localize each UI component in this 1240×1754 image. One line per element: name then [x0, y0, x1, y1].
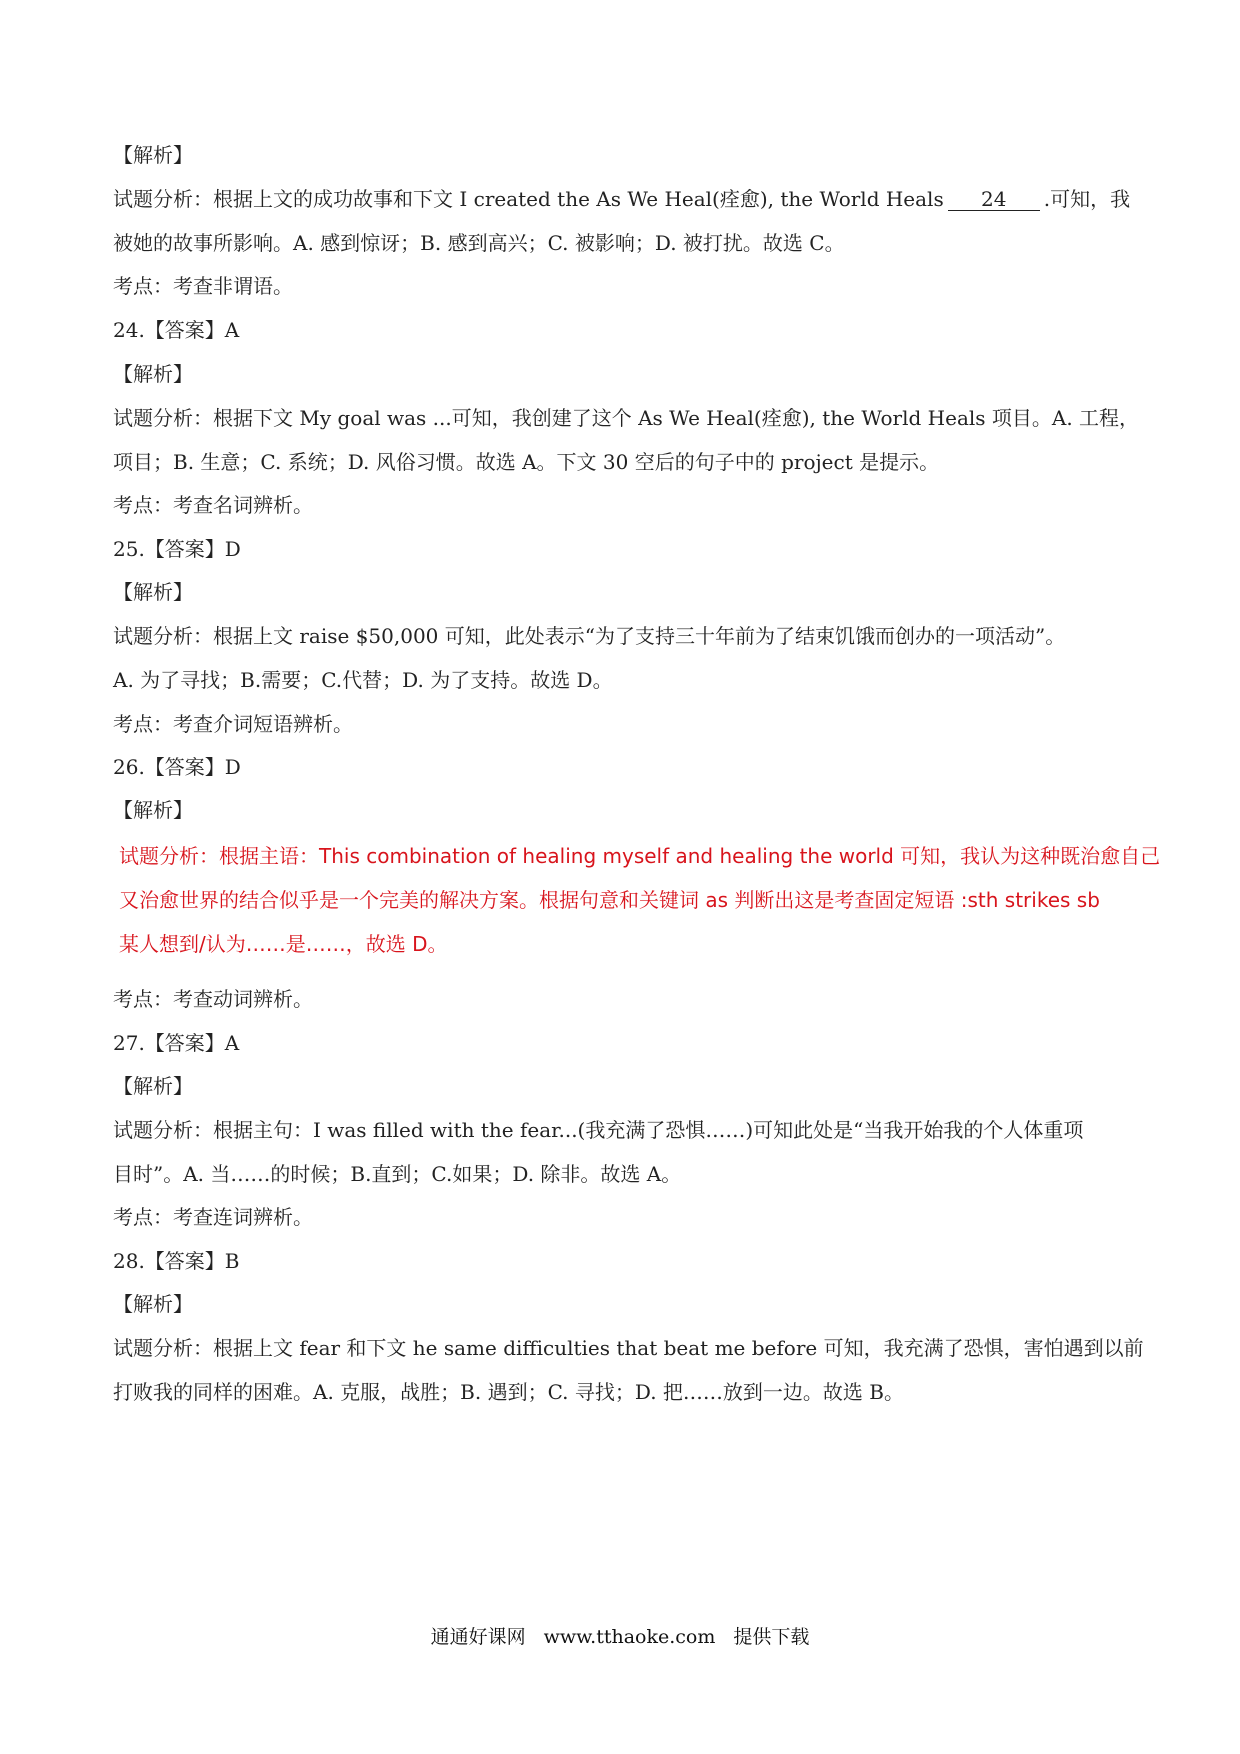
fill-in-blank: 24 [948, 188, 1040, 211]
footer-url[interactable]: www.tthaoke.com [543, 1626, 716, 1648]
text-line: 试题分析：根据上文 raise $50,000 可知，此处表示“为了支持三十年前为了结束饥饿而创办的一项活动”。 [113, 624, 1066, 648]
highlighted-analysis-line: 某人想到/认为……是……，故选 D。 [119, 932, 448, 956]
highlighted-analysis-line: 试题分析：根据主语：This combination of healing myself and healing the world 可知，我认为这种既治愈自己 [119, 844, 1161, 868]
text-line: 考点：考查动词辨析。 [113, 987, 313, 1011]
text-line-with-blank [113, 185, 1133, 213]
highlighted-analysis-line: 又治愈世界的结合似乎是一个完美的解决方案。根据句意和关键词 as 判断出这是考查固定短语 :sth strikes sb [119, 888, 1100, 912]
section-label: 【解析】 [113, 362, 193, 386]
text-line: 考点：考查非谓语。 [113, 274, 293, 298]
answer-heading: 25.【答案】D [113, 537, 241, 561]
page-footer [0, 1624, 1240, 1650]
text-line: 项目；B. 生意；C. 系统；D. 风俗习惯。故选 A。下文 30 空后的句子中的 project 是提示。 [113, 450, 940, 474]
section-label: 【解析】 [113, 580, 193, 604]
text-line: 被她的故事所影响。A. 感到惊讶；B. 感到高兴；C. 被影响；D. 被打扰。故选 C。 [113, 231, 845, 255]
line-text-before-blank: 试题分析：根据上文的成功故事和下文 I created the As We Heal(痊愈), the World Heals [113, 187, 944, 211]
section-label: 【解析】 [113, 143, 193, 167]
text-line: 目时”。A. 当……的时候；B.直到；C.如果；D. 除非。故选 A。 [113, 1162, 682, 1186]
answer-heading: 24.【答案】A [113, 318, 240, 342]
text-line: 考点：考查介词短语辨析。 [113, 712, 353, 736]
text-line: 试题分析：根据下文 My goal was ...可知，我创建了这个 As We Heal(痊愈), the World Heals 项目。A. 工程， [113, 406, 1140, 430]
text-line: A. 为了寻找；B.需要；C.代替；D. 为了支持。故选 D。 [113, 668, 613, 692]
line-text-after-blank: .可知，我 [1043, 187, 1131, 211]
section-label: 【解析】 [113, 1074, 193, 1098]
text-line: 考点：考查名词辨析。 [113, 493, 313, 517]
section-label: 【解析】 [113, 798, 193, 822]
answer-heading: 27.【答案】A [113, 1031, 240, 1055]
footer-suffix: 提供下载 [733, 1626, 810, 1648]
text-line: 考点：考查连词辨析。 [113, 1205, 313, 1229]
text-line: 试题分析：根据上文 fear 和下文 he same difficulties that beat me before 可知，我充满了恐惧，害怕遇到以前 [113, 1336, 1144, 1360]
text-line: 打败我的同样的困难。A. 克服，战胜；B. 遇到；C. 寻找；D. 把……放到一边。故选 B。 [113, 1380, 904, 1404]
footer-brand: 通通好课网 [430, 1626, 526, 1648]
section-label: 【解析】 [113, 1292, 193, 1316]
text-line: 试题分析：根据主句：I was filled with the fear...(我充满了恐惧……)可知此处是“当我开始我的个人体重项 [113, 1118, 1084, 1142]
answer-heading: 26.【答案】D [113, 755, 241, 779]
answer-heading: 28.【答案】B [113, 1249, 240, 1273]
